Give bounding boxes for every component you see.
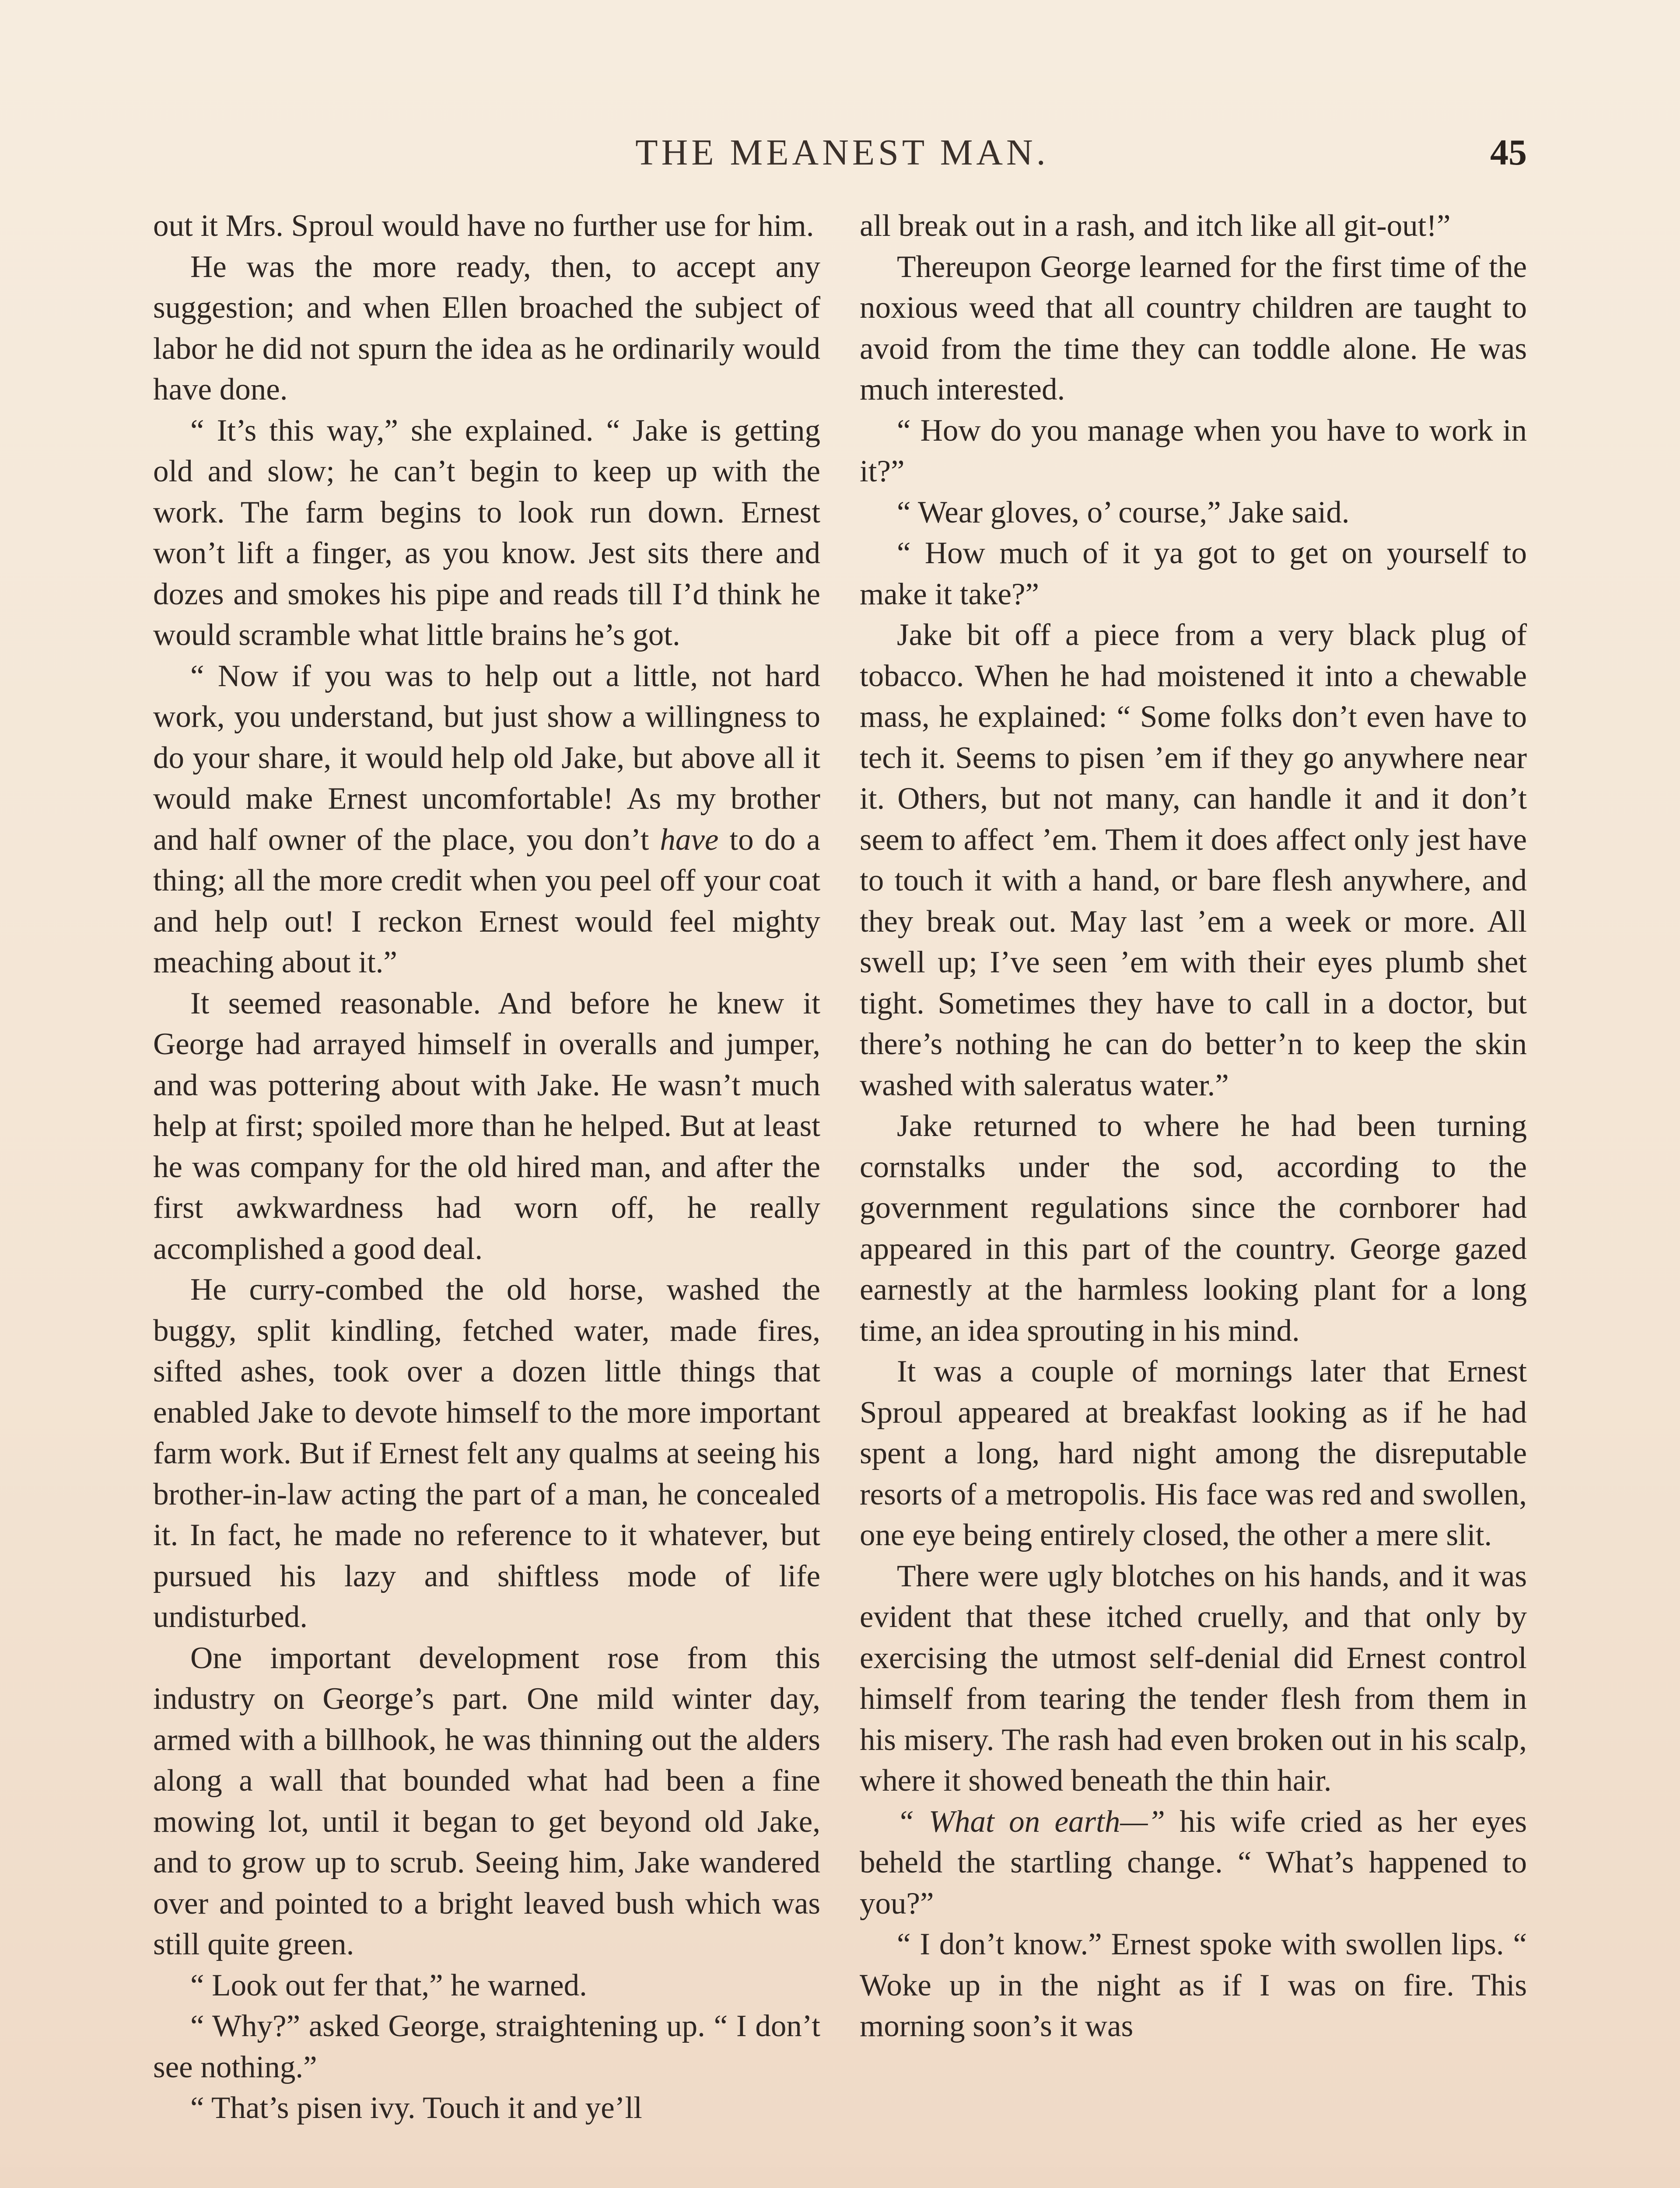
paragraph: “ Look out fer that,” he warned.: [190, 1968, 587, 2002]
running-title: THE MEANEST MAN.: [635, 132, 1049, 173]
paragraph: out it Mrs. Sproul would have no further use for him.: [153, 209, 814, 243]
paragraph: all break out in a rash, and itch like all git-out!”: [860, 209, 1451, 243]
paragraph: It seemed reasonable. And before he knew it George had arrayed himself in overalls and jumper, and was pottering about with Jake. He wasn’t much help at first; spoiled more than he helped. But at least he was company for the old hired man, and after the first awkwardness had worn off, he really accomplished a good deal.: [153, 986, 820, 1266]
paragraph: Thereupon George learned for the first time of the noxious weed that all country children are taught to avoid from the time they can toddle alone. He was much interested.: [860, 249, 1527, 407]
paragraph: “ I don’t know.” Ernest spoke with swollen lips. “ Woke up in the night as if I was on fire. This morning soon’s it was: [860, 1927, 1527, 2043]
paragraph: It was a couple of mornings later that Ernest Sproul appeared at breakfast looking as if he had spent a long, hard night among the disreputable resorts of a metropolis. His face was red and swollen, one eye being entirely closed, the other a mere slit.: [860, 1354, 1527, 1552]
paragraph-text: “ Now if you was to help out a little, not hard work, you understand, but just show a willingness to do your share, it would help old Jake, but above all it would make Ernest uncomfortable! As my brother and half owner of the place, you don’t: [153, 659, 820, 857]
paragraph: He was the more ready, then, to accept any suggestion; and when Ellen broached the subject of labor he did not spurn the idea as he ordinarily would have done.: [153, 249, 820, 407]
paragraph: [860, 1802, 1527, 1925]
paragraph: “ It’s this way,” she explained. “ Jake is getting old and slow; he can’t begin to keep up with the work. The farm begins to look run down. Ernest won’t lift a finger, as you know. Jest sits there and dozes and smokes his pipe and reads till I’d think he would scramble what little brains he’s got.: [153, 413, 820, 652]
paragraph-text: his wife cried as: [1165, 1804, 1418, 1839]
italic-emphasis: “ What on earth—”: [897, 1804, 1165, 1839]
paragraph: “ That’s pisen ivy. Touch it and ye’ll: [190, 2091, 642, 2125]
right-column: [860, 206, 1527, 2047]
running-head: [158, 131, 1527, 184]
paragraph: He curry-combed the old horse, washed the buggy, split kindling, fetched water, made fires, sifted ashes, took over a dozen little things that enabled Jake to devote himself to the more important farm work. But if Ernest felt any qualms at seeing his brother-in-law acting the part of a man, he concealed it. In fact, he made no reference to it whatever, but pursued his lazy and shiftless mode of life undisturbed.: [153, 1273, 820, 1634]
paragraph: “ How do you manage when you have to work in it?”: [860, 413, 1527, 488]
italic-emphasis: have: [660, 822, 719, 857]
paragraph: There were ugly blotches on his hands, and it was evident that these itched cruelly, and that only by exercising the utmost self-denial did Ernest control himself from tearing the tender flesh from them in his misery. The rash had even broken out in his scalp, where it showed beneath the thin hair.: [860, 1559, 1527, 1798]
paragraph: [153, 656, 820, 983]
paragraph: Jake returned to where he had been turning cornstalks under the sod, according to the government regulations since the cornborer had appeared in this part of the country. George gazed earnestly at the harmless looking plant for a long time, an idea sprouting in his mind.: [860, 1109, 1527, 1348]
paragraph-text: her eyes beheld the startling change. “ What’s happened to you?”: [860, 1804, 1527, 1921]
page-number: 45: [1490, 132, 1527, 173]
paragraph: “ How much of it ya got to get on yourself to make it take?”: [860, 536, 1527, 611]
paragraph: “ Why?” asked George, straightening up. “ I don’t see nothing.”: [153, 2009, 820, 2084]
paragraph: “ Wear gloves, o’ course,” Jake said.: [897, 495, 1350, 529]
left-column: [153, 206, 820, 2129]
paragraph: Jake bit off a piece from a very black plug of tobacco. When he had moistened it into a chewable mass, he explained: “ Some folks don’t even have to tech it. Seems to pisen ’em if they go anywhere near it. Others, but not many, can handle it and it don’t seem to affect ’em. Them it does affect only jest have to touch it with a hand, or bare flesh anywhere, and they break out. May last ’em a week or more. All swell up; I’ve seen ’em with their eyes plumb shet tight. Sometimes they have to call in a doctor, but there’s nothing he can do better’n to keep the skin washed with saleratus water.”: [860, 618, 1527, 1102]
paragraph-text: to do a thing; all the more credit when you peel off your coat and help out! I reckon Ernest would feel mighty meaching about it.”: [153, 822, 820, 979]
paragraph: One important development rose from this industry on George’s part. One mild winter day, armed with a billhook, he was thinning out the alders along a wall that bounded what had been a fine mowing lot, until it began to get beyond old Jake, and to grow up to scrub. Seeing him, Jake wandered over and pointed to a bright leaved bush which was still quite green.: [153, 1641, 820, 1961]
